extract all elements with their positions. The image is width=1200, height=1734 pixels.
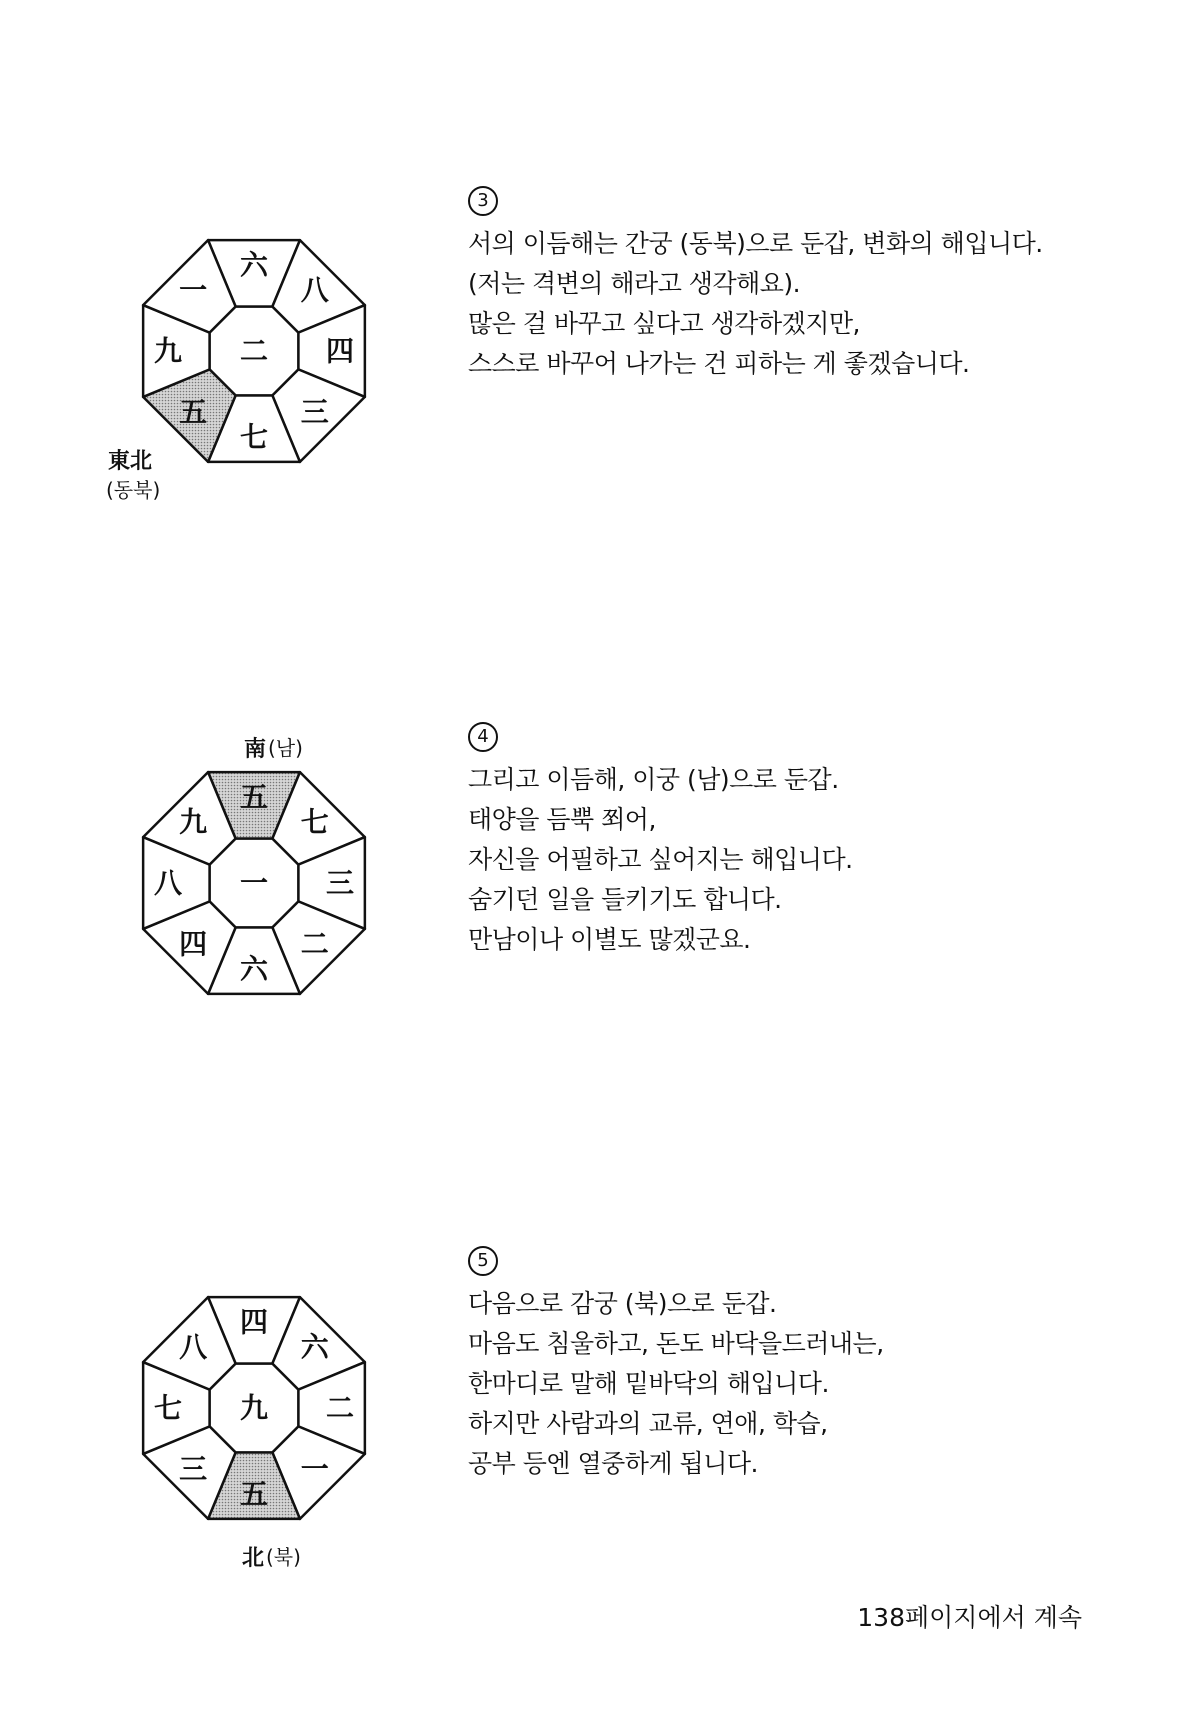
sector-number-nw: 八 [179, 1330, 208, 1364]
paragraph [468, 186, 1043, 384]
sector-number-e: 三 [325, 866, 355, 900]
sector-number-nw: 一 [179, 273, 208, 307]
text-line: 자신을 어필하고 싶어지는 해입니다. [468, 845, 853, 874]
sector-number-s: 七 [239, 420, 269, 454]
text-line: 공부 등엔 열중하게 됩니다. [468, 1449, 758, 1478]
text-line: 많은 걸 바꾸고 싶다고 생각하겠지만, [468, 309, 860, 338]
direction-label: 東北 [108, 448, 153, 474]
octagon-diagram [134, 1288, 374, 1528]
octagon-diagram [134, 763, 374, 1003]
sector-number-ne: 七 [300, 805, 329, 839]
text-line: 서의 이듬해는 간궁 (동북)으로 둔갑, 변화의 해입니다. [468, 229, 1043, 258]
section-number: 3 [468, 186, 498, 216]
sector-number-w: 九 [153, 334, 183, 368]
octagon-svg [134, 763, 374, 1003]
octagon-diagram [134, 231, 374, 471]
text-line: 스스로 바꾸어 나가는 건 피하는 게 좋겠습니다. [468, 349, 970, 378]
continuation-note: 138페이지에서 계속 [857, 1603, 1082, 1632]
sector-number-s: 五 [239, 1477, 269, 1511]
text-line: 그리고 이듬해, 이궁 (남)으로 둔갑. [468, 765, 839, 794]
sector-number-n: 六 [239, 248, 269, 282]
text-line: 마음도 침울하고, 돈도 바닥을드러내는, [468, 1329, 884, 1358]
paragraph [468, 1246, 884, 1484]
octagon-svg [134, 231, 374, 471]
sector-number-w: 八 [153, 866, 183, 900]
text-line: 만남이나 이별도 많겠군요. [468, 925, 751, 954]
sector-number-sw: 四 [179, 927, 208, 961]
sector-number-e: 二 [325, 1391, 355, 1425]
text-line: 다음으로 감궁 (북)으로 둔갑. [468, 1289, 777, 1318]
octagon-svg [134, 1288, 374, 1528]
direction-label: 南 [244, 736, 267, 762]
sector-number-se: 一 [300, 1452, 329, 1486]
sector-number-n: 五 [239, 780, 269, 814]
text-line: (저는 격변의 해라고 생각해요). [468, 269, 801, 298]
direction-sub-label: (동북) [106, 478, 161, 502]
text-line: 숨기던 일을 들키기도 합니다. [468, 885, 782, 914]
sector-number-s: 六 [239, 952, 269, 986]
sector-number-w: 七 [153, 1391, 183, 1425]
sector-number-ne: 八 [300, 273, 329, 307]
paragraph [468, 722, 853, 960]
sector-number-sw: 五 [179, 395, 208, 429]
sector-number-e: 四 [325, 334, 355, 368]
direction-sub-label: (북) [266, 1545, 301, 1569]
sector-number-nw: 九 [179, 805, 208, 839]
sector-number-se: 二 [300, 927, 329, 961]
center-number: 二 [239, 334, 269, 368]
center-number: 九 [239, 1391, 269, 1425]
section-number: 4 [468, 722, 498, 752]
section-number: 5 [468, 1246, 498, 1276]
text-line: 한마디로 말해 밑바닥의 해입니다. [468, 1369, 829, 1398]
sector-number-se: 三 [300, 395, 329, 429]
sector-number-n: 四 [239, 1305, 269, 1339]
direction-sub-label: (남) [268, 736, 303, 760]
center-number: 一 [239, 866, 269, 900]
text-line: 하지만 사람과의 교류, 연애, 학습, [468, 1409, 828, 1438]
sector-number-sw: 三 [179, 1452, 208, 1486]
direction-label: 北 [242, 1545, 265, 1571]
sector-number-ne: 六 [300, 1330, 329, 1364]
text-line: 태양을 듬뿍 쬐어, [468, 805, 656, 834]
